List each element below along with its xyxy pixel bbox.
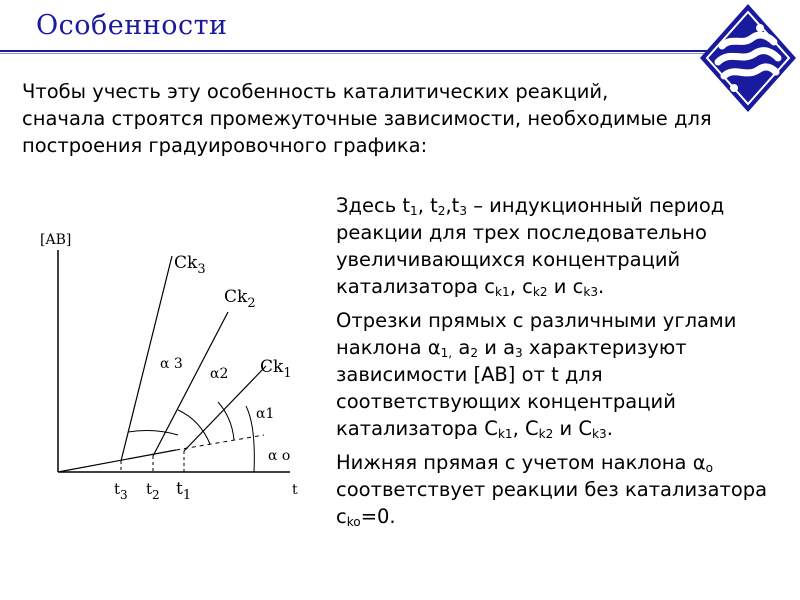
intro-line: сначала строятся промежуточные зависимости, необходимые для: [22, 107, 712, 130]
angle-arc-0: [246, 406, 254, 472]
y-axis-label: [AB]: [40, 232, 72, 248]
title-underline-thin: [0, 53, 712, 54]
label-ck3: $Ck_3$: [174, 253, 206, 277]
angle-label-0: α o: [268, 448, 291, 464]
tick-label-t1: $t_1$: [176, 479, 192, 503]
intro-text: [22, 78, 792, 159]
kinetic-diagram: [28, 220, 328, 520]
explanation-text: [336, 192, 776, 537]
angle-label-1: α1: [256, 406, 275, 422]
angle-label-3: α 3: [160, 356, 183, 372]
tick-label-t3: $t_3$: [114, 480, 128, 502]
angle-label-2: α2: [210, 366, 229, 382]
baseline-line: [58, 450, 176, 472]
page-title: Особенности: [36, 10, 228, 41]
explanation-paragraph-1: Здесь $t_1$, $t_2,t_3$ – индукционный период реакции для трех последовательно увеличивающихся концентраций катализатора $c_{k1}$, $c_{k2}$ и $c_{k3}$.: [336, 194, 725, 299]
intro-line: построения градуировочного графика:: [22, 134, 428, 157]
baseline-line-dashed: [176, 435, 264, 450]
title-underline: [0, 50, 712, 52]
angle-arc-3: [128, 431, 178, 435]
tick-label-t2: $t_2$: [146, 480, 160, 502]
intro-line: Чтобы учесть эту особенность каталитических реакций,: [22, 80, 609, 103]
x-axis-label: t: [292, 482, 298, 498]
label-ck2: $Ck_2$: [224, 287, 256, 311]
explanation-paragraph-2: Отрезки прямых с различными углами наклона $\alpha_{1,}$ $a_2$ и $a_3$ характеризуют зависимости [AB] от t для соответствующих концентраций катализатора $C_{k1}$, $C_{k2}$ и $C_{k3}$.: [336, 309, 737, 441]
label-ck1: $Ck_1$: [260, 357, 292, 381]
line-ck2: [153, 312, 228, 456]
angle-arc-2: [178, 410, 210, 444]
explanation-paragraph-3: Нижняя прямая с учетом наклона $\alpha_o$ соответствует реакции без катализатора $c_{ko}=0$.: [336, 451, 768, 529]
